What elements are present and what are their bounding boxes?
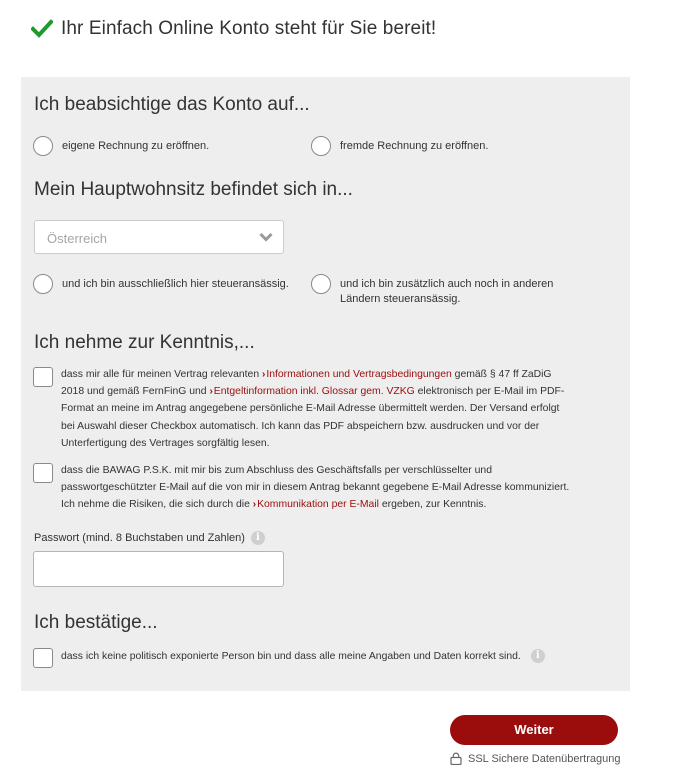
residence-title: Mein Hauptwohnsitz befindet sich in... bbox=[34, 179, 353, 200]
password-label-text: Passwort (mind. 8 Buchstaben und Zahlen) bbox=[34, 532, 245, 544]
link-email-communication[interactable] bbox=[253, 499, 379, 510]
info-icon[interactable]: i bbox=[251, 531, 265, 545]
country-select-value: Österreich bbox=[47, 231, 107, 246]
ack-info-text-part: Unterfertigung des Vertrages sorgfältig lesen. bbox=[61, 437, 270, 449]
link-contract-info[interactable] bbox=[262, 369, 452, 380]
page-header bbox=[31, 18, 436, 40]
ack-info-checkbox[interactable] bbox=[33, 367, 53, 387]
ack-info-row bbox=[33, 367, 564, 452]
radio-foreign-account[interactable] bbox=[311, 136, 488, 156]
arrow-right-icon: › bbox=[252, 499, 257, 511]
ack-info-text bbox=[61, 366, 564, 452]
radio-tax-only-label: und ich bin ausschließlich hier steueransässig. bbox=[62, 278, 289, 290]
link-fee-info-label: Entgeltinformation inkl. Glossar gem. VZKG bbox=[213, 386, 415, 398]
ack-email-text-part: ergeben, zur Kenntnis. bbox=[378, 499, 487, 511]
ack-info-text-part: bei Auswahl dieser Checkbox automatisch. Ich kann das PDF abspeichern bzw. ausdrucken und vor der bbox=[61, 420, 540, 432]
form-panel bbox=[21, 77, 630, 691]
ack-info-text-part: 2018 und gemäß FernFinG und bbox=[61, 386, 210, 398]
radio-tax-only-here[interactable] bbox=[33, 274, 289, 294]
radio-tax-other-label bbox=[340, 277, 553, 307]
radio-own-label: eigene Rechnung zu eröffnen. bbox=[62, 140, 210, 152]
ack-email-text-part: dass die BAWAG P.S.K. mit mir bis zum Abschluss des Geschäftsfalls per verschlüsselter und bbox=[61, 465, 492, 476]
ssl-notice bbox=[450, 752, 620, 765]
password-input[interactable] bbox=[33, 551, 284, 587]
ack-email-text-part: passwortgeschützter E-Mail auf die von mir in diesem Antrag bekannt gegebene E-Mail Adresse kommuniziert. bbox=[61, 482, 570, 494]
link-contract-info-label: Informationen und Vertragsbedingungen bbox=[266, 369, 452, 380]
ack-info-text-part: gemäß § 47 ff ZaDiG bbox=[451, 369, 552, 380]
confirm-pep-label: dass ich keine politisch exponierte Person bin und dass alle meine Angaben und Daten korrekt sind. bbox=[61, 651, 521, 662]
arrow-right-icon: › bbox=[261, 369, 266, 380]
ack-info-text-part: dass mir alle für meinen Vertrag relevanten bbox=[61, 369, 262, 380]
confirm-pep-checkbox[interactable] bbox=[33, 648, 53, 668]
confirm-pep-row bbox=[33, 648, 545, 668]
next-button[interactable]: Weiter bbox=[450, 715, 618, 745]
intent-title: Ich beabsichtige das Konto auf... bbox=[34, 94, 310, 115]
radio-tax-other-button[interactable] bbox=[311, 274, 331, 294]
radio-foreign-button[interactable] bbox=[311, 136, 331, 156]
confirm-pep-text bbox=[61, 647, 545, 665]
country-select[interactable] bbox=[34, 220, 284, 254]
info-icon[interactable]: i bbox=[531, 649, 545, 663]
check-icon bbox=[31, 19, 53, 39]
radio-own-button[interactable] bbox=[33, 136, 53, 156]
ack-email-row bbox=[33, 463, 569, 514]
link-email-communication-label: Kommunikation per E-Mail bbox=[257, 499, 379, 511]
ack-email-text bbox=[61, 462, 569, 514]
tax-other-line1: und ich bin zusätzlich auch noch in anderen bbox=[340, 278, 554, 290]
tax-other-line2: Ländern steueransässig. bbox=[340, 293, 461, 305]
ack-info-text-part: Format an meine im Antrag angegebene persönliche E-Mail Adresse übermittelt werden. Der Versand erfolgt bbox=[61, 403, 560, 415]
ack-email-text-part: Ich nehme die Risiken, die sich durch die bbox=[61, 499, 253, 511]
arrow-right-icon: › bbox=[209, 386, 213, 398]
radio-tax-only-button[interactable] bbox=[33, 274, 53, 294]
password-label bbox=[34, 531, 265, 545]
lock-icon bbox=[450, 752, 462, 765]
ack-email-checkbox[interactable] bbox=[33, 463, 53, 483]
radio-foreign-label: fremde Rechnung zu eröffnen. bbox=[340, 140, 489, 152]
radio-tax-other[interactable] bbox=[311, 274, 553, 307]
confirm-title: Ich bestätige... bbox=[34, 612, 158, 633]
radio-own-account[interactable] bbox=[33, 136, 209, 156]
ack-info-text-part: elektronisch per E-Mail im PDF- bbox=[414, 386, 565, 398]
acknowledge-title: Ich nehme zur Kenntnis,... bbox=[34, 332, 255, 353]
page-title: Ihr Einfach Online Konto steht für Sie bereit! bbox=[61, 18, 437, 39]
ssl-text: SSL Sichere Datenübertragung bbox=[468, 752, 621, 765]
chevron-down-icon bbox=[259, 232, 273, 242]
link-fee-info[interactable] bbox=[209, 386, 414, 397]
